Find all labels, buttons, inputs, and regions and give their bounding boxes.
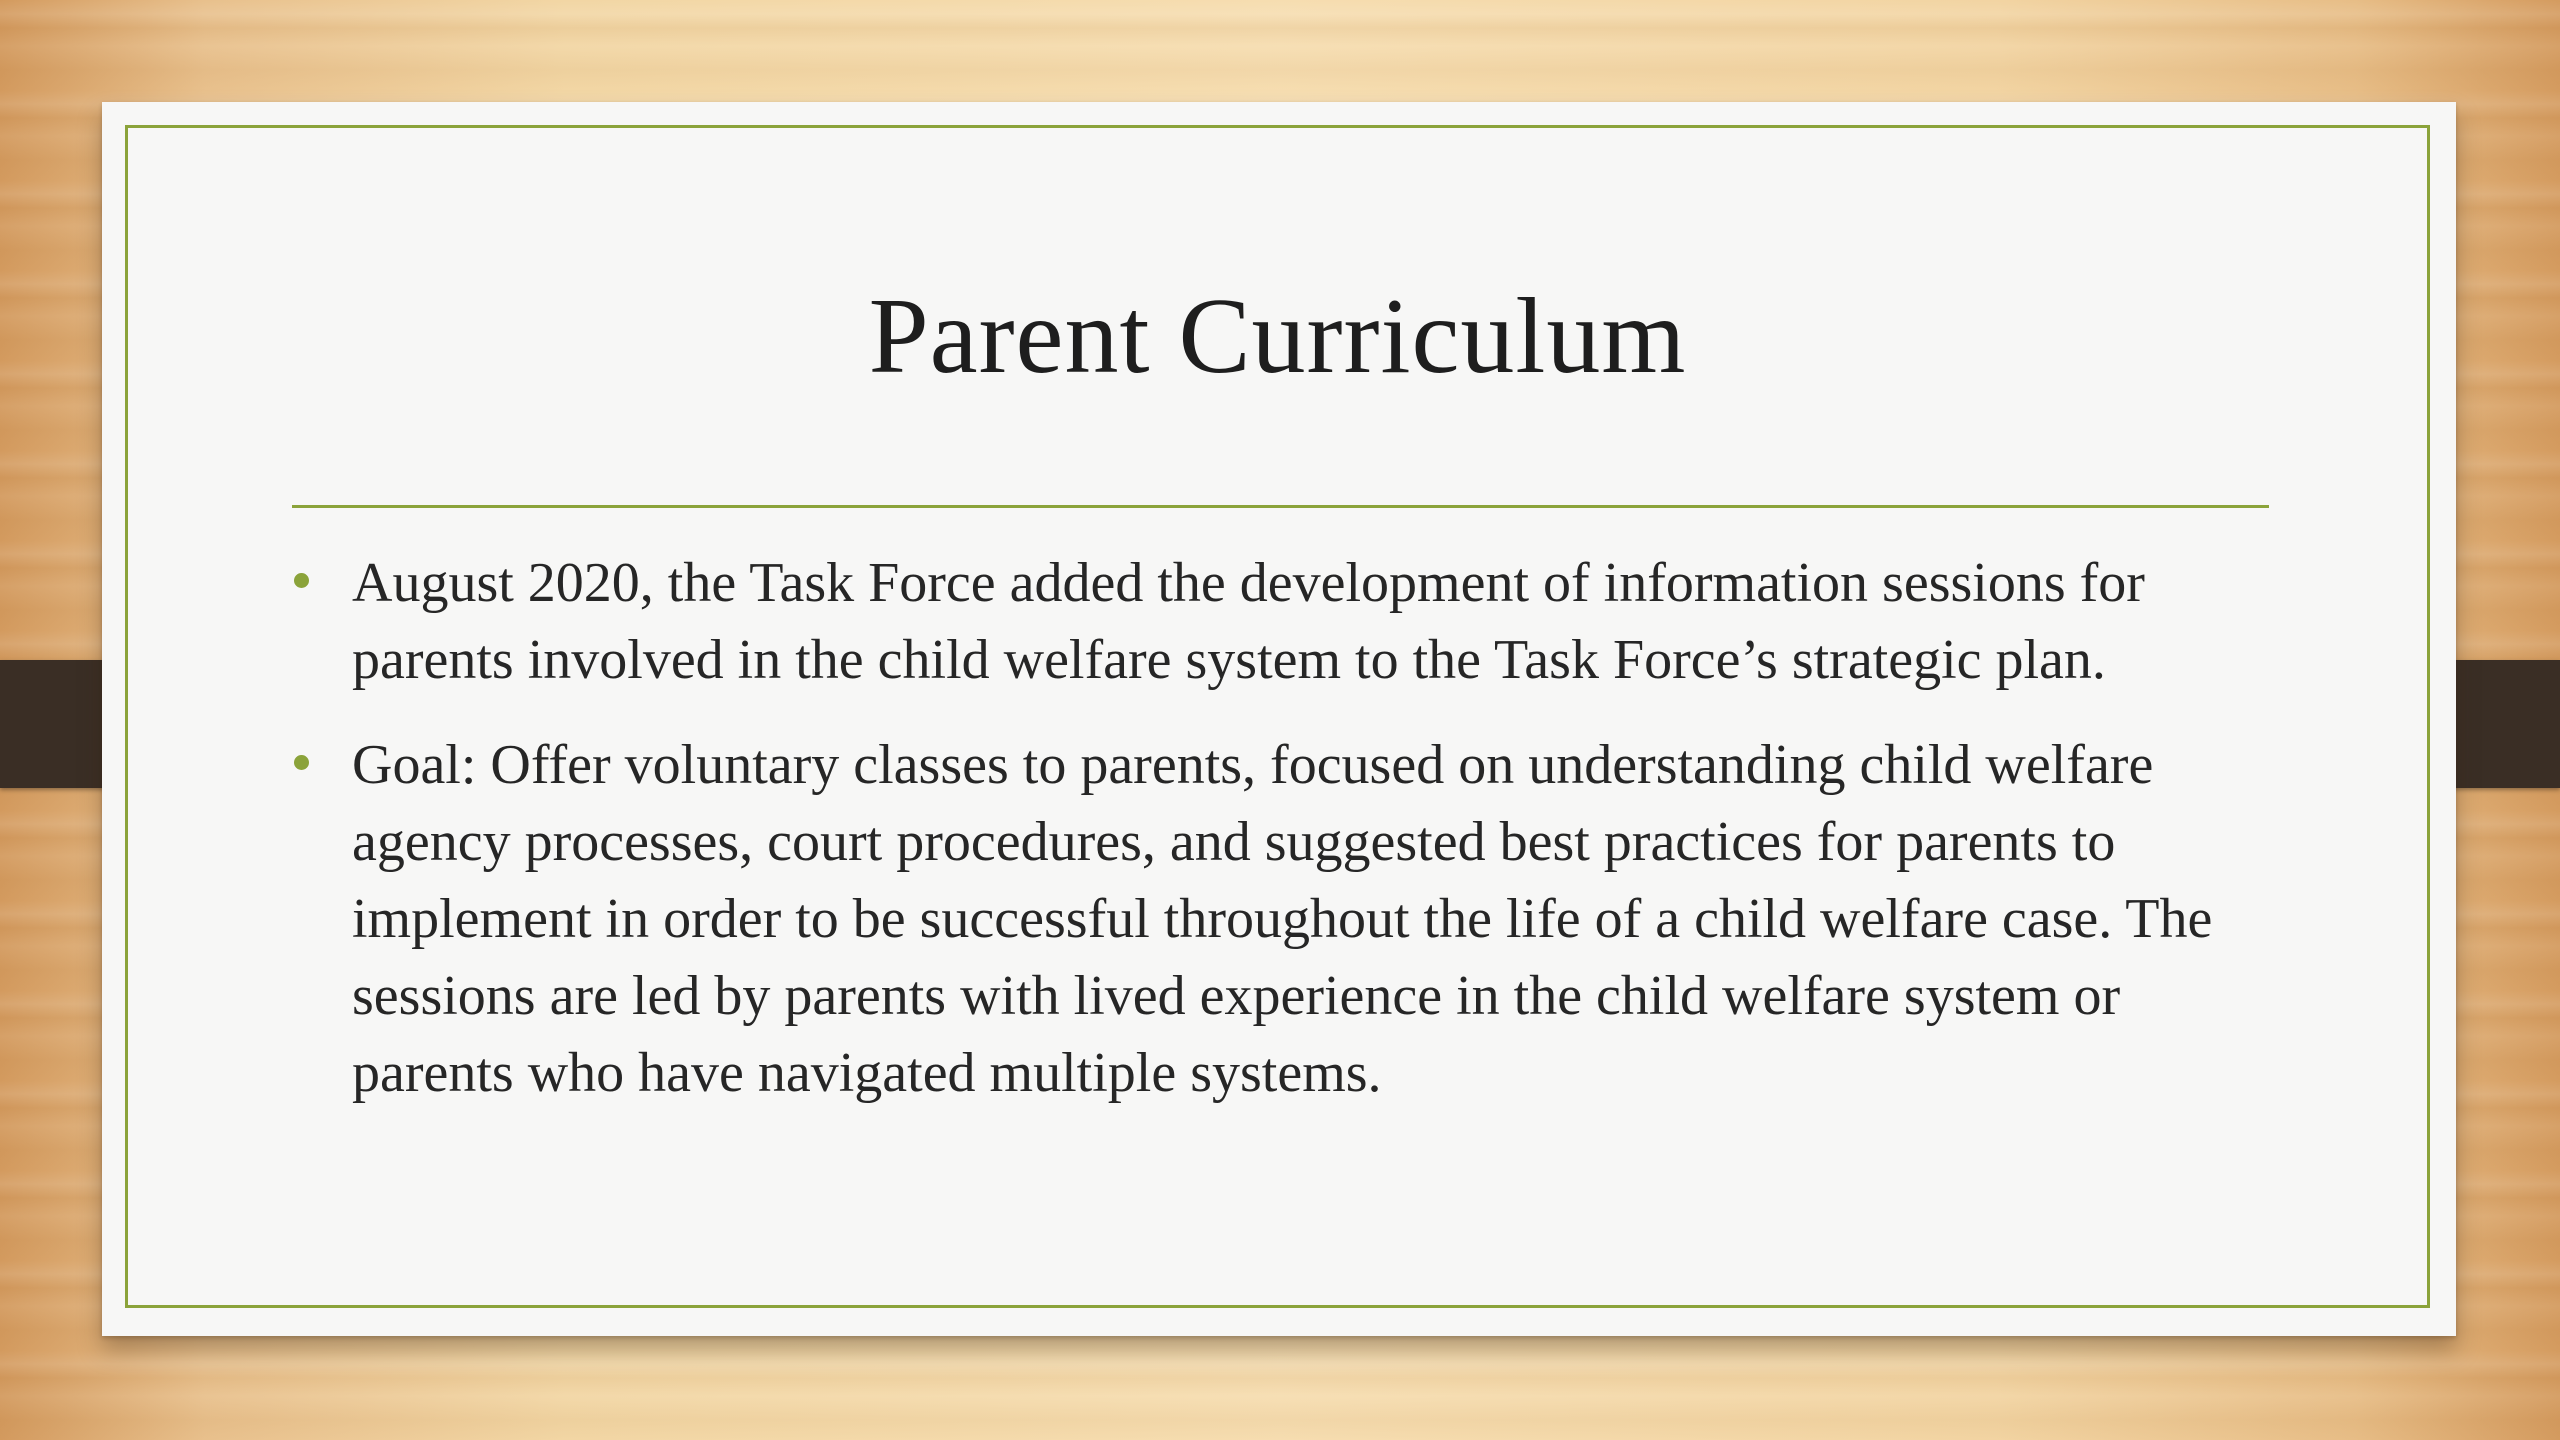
title-divider — [292, 505, 2269, 508]
bullet-dot-icon — [294, 573, 309, 588]
bullet-list — [292, 545, 2282, 1140]
bullet-text: August 2020, the Task Force added the development of information sessions for parents involved in the child welfare system to the Task Force’s strategic plan. — [352, 552, 2145, 691]
bullet-dot-icon — [294, 755, 309, 770]
bullet-item — [292, 727, 2282, 1112]
bullet-text: Goal: Offer voluntary classes to parents, focused on understanding child welfare agency processes, court procedures, and suggested best practices for parents to implement in order to be successful throughout the life of a child welfare case. The sessions are led by parents with lived experience in the child welfare system or parents who have navigated multiple systems. — [352, 734, 2213, 1104]
bullet-item — [292, 545, 2282, 699]
slide-title: Parent Curriculum — [868, 277, 1687, 396]
